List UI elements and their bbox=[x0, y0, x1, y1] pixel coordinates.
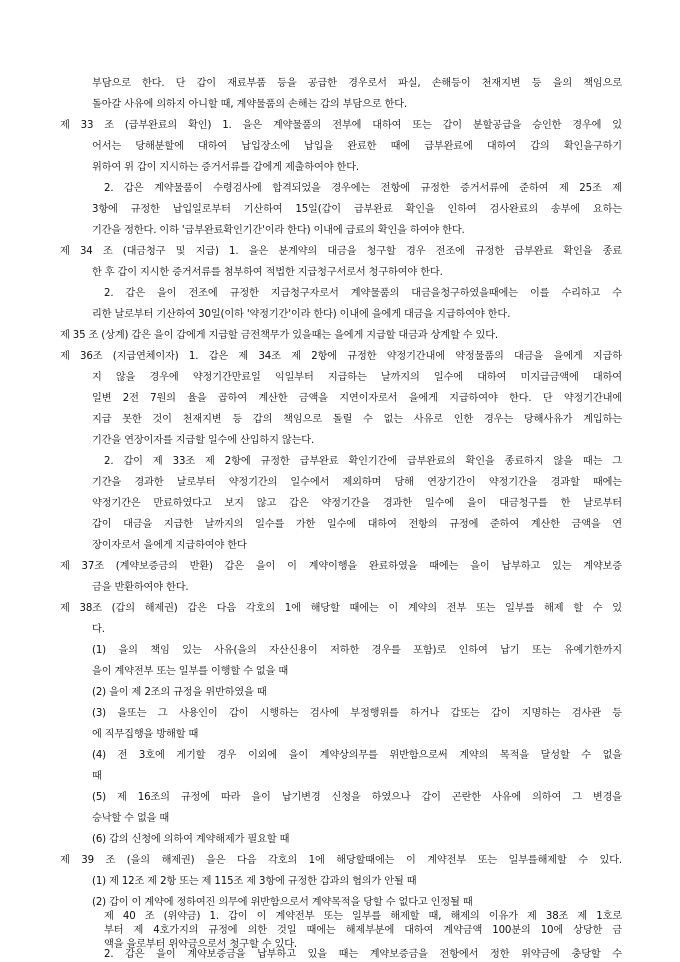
text-line: 2. 갑은 계약물품이 수령검사에 합격되었을 경우에는 전항에 규정한 증거서류에 준하여 제 25조 제 bbox=[104, 183, 622, 194]
list-item: (2) 갑이 이 계약에 정하여진 의무에 위반함으로서 계약목적을 당할 수 없다고 인정될 때 bbox=[92, 897, 473, 908]
article-35-heading: 제 35 조 (상계) 갑은 을이 갑에게 지급할 금전책무가 있을때는 을에게 지급할 대금과 상계할 수 있다. bbox=[60, 330, 498, 341]
text-line: 2. 갑은 을이 전조에 규정한 지급청구자로서 계약물품의 대금을청구하였을때에는 이를 수리하고 수 bbox=[104, 288, 622, 299]
text-line: 약정기간은 만료하였다고 보지 않고 갑은 약정기간을 경과한 일수에 을이 대금청구를 한 날로부터 bbox=[92, 498, 622, 509]
text-line: 부담으로 한다. 단 갑이 재료부품 등을 공급한 경우로서 파실, 손해등이 천재지변 등 을의 책임으로 bbox=[92, 78, 622, 89]
article-36-heading: 제 36조 (지급연체이자) 1. 갑은 제 34조 제 2항에 규정한 약정기간내에 약정물품의 대금을 을에게 지급하 bbox=[60, 351, 622, 362]
text-line: 2. 갑이 제 33조 제 2항에 규정한 급부완료 확인기간에 급부완료의 확인을 종료하지 않을 때는 그 bbox=[104, 456, 622, 467]
text-line: 기간을 연장이자를 지급할 일수에 산입하지 않는다. bbox=[92, 435, 315, 446]
text-line: 3항에 규정한 납입일로부터 기산하여 15일(갑이 급부완료 확인을 인하여 검사완료의 송부에 요하는 bbox=[92, 204, 622, 215]
text-line: 어서는 당해분할에 대하여 납입장소에 납입을 완료한 때에 급부완료에 대하여 갑의 확인을구하기 bbox=[92, 141, 622, 152]
text-line: 한 후 갑이 지시한 증거서류를 첨부하여 적법한 지급청구서로서 청구하여야 한다. bbox=[92, 267, 443, 278]
text-line: 일변 2전 7원의 율을 곱하여 계산한 금액을 지연이자로서 을에게 지급하여야 한다. 단 약정기간내에 bbox=[92, 393, 622, 404]
list-item: (3) 을또는 그 사용인이 갑이 시행하는 검사에 부정행위를 하거나 갑또는 갑이 지명하는 검사관 등 bbox=[92, 708, 622, 719]
text-line: 다. bbox=[92, 624, 105, 635]
list-item: (5) 제 16조의 규정에 따라 을이 납기변경 신청을 하였으나 갑이 곤란한 사유에 의하여 그 변경을 bbox=[92, 792, 622, 803]
text-line: 지급 못한 것이 천재지변 등 갑의 책임으로 돌릴 수 없는 사유로 인한 경우는 당해사유가 계입하는 bbox=[92, 414, 622, 425]
list-item: (1) 제 12조 제 2항 또는 제 115조 제 3항에 규정한 갑과의 협의가 안될 때 bbox=[92, 876, 417, 887]
text-line: 부터 제 4호가지의 규정에 의한 것일 때에는 해제부분에 대하여 계약금액 100분의 10에 상당한 금 bbox=[104, 925, 622, 936]
list-item: (6) 갑의 신청에 의하여 계약해제가 필요할 때 bbox=[92, 834, 290, 845]
article-38-heading: 제 38조 (갑의 해제권) 갑은 다음 각호의 1에 해당할 때에는 이 계약의 전부 또는 일부를 해제 할 수 있 bbox=[60, 603, 622, 614]
list-item: (4) 전 3호에 게기할 경우 이외에 을이 계약상의무를 위반함으로써 계약의 목적을 달성할 수 없을 bbox=[92, 750, 622, 761]
text-line: 리한 날로부터 기산하여 30일(이하 '약정기간'이라 한다) 이내에 을에게 대금을 지급하여야 한다. bbox=[92, 309, 511, 320]
article-40-heading: 제 40 조 (위약금) 1. 갑이 이 계약전부 또는 일부를 해제할 때, 해제의 이유가 제 38조 제 1호로 bbox=[104, 911, 622, 922]
text-line: 2. 갑은 을이 계약보증금을 납부하고 있을 때는 계약보증금을 전항에서 정한 위약금에 충당할 수 bbox=[104, 949, 622, 960]
article-33-heading: 제 33 조 (급부완료의 확인) 1. 을은 계약물품의 전부에 대하여 또는 갑이 분할공급을 승인한 경우에 있 bbox=[60, 120, 622, 131]
text-line: 액을 을로부터 위약금으로서 청구할 수 있다. bbox=[104, 939, 297, 950]
text-line: 지 않을 경우에 약정기간만료일 익일부터 지급하는 날까지의 일수에 대하여 미지급금액에 대하여 bbox=[92, 372, 622, 383]
text-line: 금을 반환하여야 한다. bbox=[92, 582, 189, 593]
text-line: 장이자로서 을에게 지급하여야 한다 bbox=[92, 540, 247, 551]
text-line: 에 직무집행을 방해할 때 bbox=[92, 729, 199, 740]
article-39-heading: 제 39 조 (을의 해제권) 을은 다음 각호의 1에 해당할때에는 이 계약전부 또는 일부를해제할 수 있다. bbox=[60, 855, 622, 866]
text-line: 기간을 경과한 날로부터 약정기간의 일수에서 제외하며 당해 연장기간이 약정기간을 경과할 때에는 bbox=[92, 477, 622, 488]
list-item: (1) 을의 책임 있는 사유(을의 자산신용이 저하한 경우를 포함)로 인하여 납기 또는 유예기한까지 bbox=[92, 645, 622, 656]
text-line: 위하여 위 갑이 지시하는 증거서류를 갑에게 제출하여야 한다. bbox=[92, 162, 359, 173]
list-item: (2) 을이 제 2조의 규정을 위반하였을 때 bbox=[92, 687, 267, 698]
text-line: 돌아갈 사유에 의하지 아니할 때, 계약물품의 손해는 갑의 부담으로 한다. bbox=[92, 99, 408, 110]
text-line: 을이 계약전부 또는 일부를 이행할 수 없을 때 bbox=[92, 666, 289, 677]
article-34-heading: 제 34 조 (대금청구 및 지급) 1. 을은 분계약의 대금을 청구할 경우 전조에 규정한 급부완료 확인을 종료 bbox=[60, 246, 622, 257]
text-line: 때 bbox=[92, 771, 102, 782]
text-line: 기간을 정한다. 이하 '급부완료확인기간'이라 한다) 이내에 급료의 확인을 하여야 한다. bbox=[92, 225, 465, 236]
text-line: 승낙할 수 없을 때 bbox=[92, 813, 170, 824]
text-line: 갑이 대금을 지급한 날까지의 일수를 가한 일수에 대하여 전항의 규정에 준하여 계산한 금액을 연 bbox=[92, 519, 622, 530]
article-37-heading: 제 37조 (계약보증금의 반환) 갑은 을이 이 계약이행을 완료하였을 때에는 을이 납부하고 있는 계약보증 bbox=[60, 561, 622, 572]
